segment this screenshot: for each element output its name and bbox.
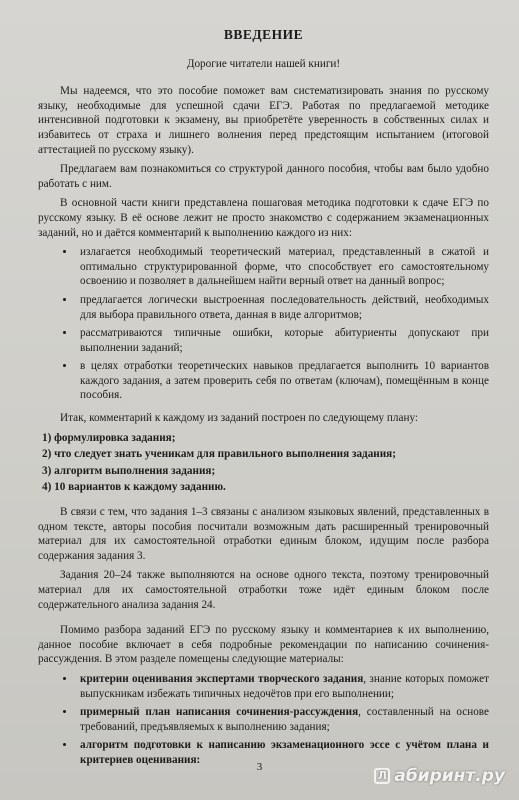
list-item: • излагается необходимый теоретический материал, представленный в сжатой и оптимально структурированной форме, что способствует его самостоятельному освоению и позволяет в дальнейшем найти верный ответ на данный вопрос; bbox=[76, 245, 489, 289]
labyrinth-logo-icon: Л bbox=[374, 768, 390, 784]
paragraph-tasks-1-3: В связи с тем, что задания 1–3 связаны с анализом языковых явлений, представленных в одном тексте, авторы пособия посчитали возможным дать расширенный тренировочный материал для их самостоятельной отработки единым блоком, идущим после разбора содержания задания 3. bbox=[38, 506, 489, 562]
paragraph-method: В основной части книги представлена пошаговая методика подготовки к сдаче ЕГЭ по русскому языку. В её основе лежит не просто знакомство с содержанием экзаменационных заданий, но и даётся комментарий к выполнению каждого из них: bbox=[38, 197, 489, 239]
list-item bbox=[76, 705, 489, 734]
material-title: примерный план написания сочинения-рассуждения bbox=[80, 706, 359, 719]
page-number: 3 bbox=[256, 761, 263, 773]
paragraph-intro: Мы надеемся, что это пособие поможет вам систематизировать знания по русскому языку, необходимые для успешной сдачи ЕГЭ. Работая по предлагаемой методике интенсивной подготовки к экзамену, вы приобретёте уверенность в собственных силах и избавитесь от страха и лишнего волнения перед предстоящим испытанием (итоговой аттестацией по русскому языку). bbox=[38, 85, 489, 156]
material-desc: , составленный на основе требований, предъявляемых к выполнению задания; bbox=[80, 706, 489, 733]
plan-list bbox=[38, 431, 489, 495]
list-item: • рассматриваются типичные ошибки, которые абитуриенты допускают при выполнении заданий; bbox=[76, 326, 489, 355]
paragraph-essay: Помимо разбора заданий ЕГЭ по русскому языку и комментариев к их выполнению, данное пособие включает в себя подробные рекомендации по написанию сочинения-рассуждения. В этом разделе помещены следующие материалы: bbox=[38, 624, 489, 666]
list-item: • в целях отработки теоретических навыков предлагается выполнить 10 вариантов каждого задания, а затем проверить себя по ответам (ключам), помещённым в конце пособия. bbox=[76, 359, 489, 403]
material-title: алгоритм подготовки к написанию экзаменационного эссе с учётом плана и критериев оценивания: bbox=[80, 739, 489, 766]
material-desc: , знание которых поможет выпускникам избежать типичных недочётов при его выполнении; bbox=[80, 672, 489, 700]
page-title: ВВЕДЕНИЕ bbox=[223, 27, 304, 42]
greeting: Дорогие читатели нашей книги! bbox=[186, 57, 341, 70]
paragraph-tasks-20-24: Задания 20–24 также выполняются на основе одного текста, поэтому тренировочный материал для их самостоятельной отработки тоже идёт единым блоком после содержательного анализа задания 24. bbox=[38, 569, 489, 611]
plan-item: 2) что следует знать ученикам для правильного выполнения задания; bbox=[42, 448, 396, 461]
paragraph-plan-intro: Итак, комментарий к каждому из заданий построен по следующему плану: bbox=[60, 412, 418, 425]
list-item bbox=[76, 672, 489, 701]
watermark-text: абиринт.ру bbox=[394, 765, 505, 786]
list-item: • предлагается логически выстроенная последовательность действий, необходимых для выбора правильного ответа, данная в виде алгоритмов; bbox=[76, 293, 489, 322]
plan-item: 4) 10 вариантов к каждому заданию. bbox=[42, 481, 226, 494]
paragraph-structure: Предлагаем вам познакомиться со структурой данного пособия, чтобы вам было удобно работать с ним. bbox=[38, 163, 489, 190]
materials-list bbox=[38, 672, 489, 768]
plan-item: 3) алгоритм выполнения задания; bbox=[42, 464, 216, 477]
commentary-list bbox=[38, 245, 489, 403]
watermark-logo bbox=[374, 765, 505, 786]
material-title: критерии оценивания экспертами творческого задания bbox=[80, 672, 364, 685]
plan-item: 1) формулировка задания; bbox=[42, 431, 176, 444]
